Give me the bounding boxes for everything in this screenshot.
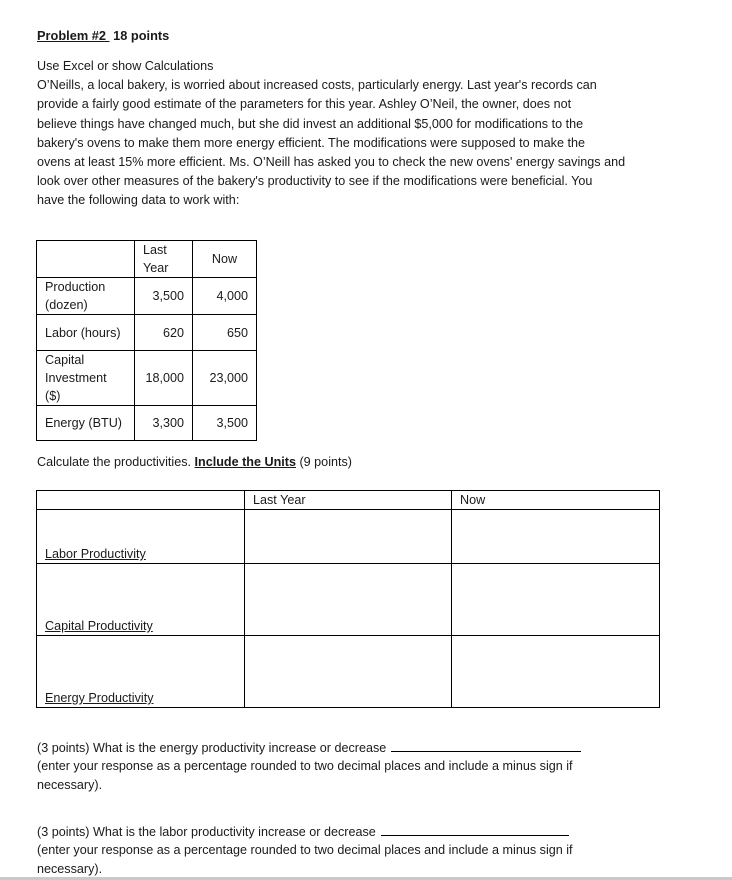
- question-labor: (3 points) What is the labor productivity increase or decrease (enter your response as a percentage rounded to two decimal places and include a minus sign if necessary).: [37, 825, 573, 876]
- data-table: [36, 240, 257, 441]
- row-label: Capital Investment ($): [37, 351, 135, 406]
- value-last-year: 3,500: [135, 278, 193, 315]
- problem-description: [37, 57, 677, 211]
- calc-prompt: Calculate the productivities. Include the Units (9 points): [37, 455, 352, 469]
- answer-cell-last-year[interactable]: [245, 636, 452, 708]
- problem-title: [37, 28, 169, 43]
- data-row-production: [37, 278, 257, 315]
- answer-row-labor: [37, 510, 660, 564]
- question-energy: (3 points) What is the energy productivity increase or decrease (enter your response as a percentage rounded to two decimal places and include a minus sign if necessary).: [37, 739, 697, 794]
- answer-cell-last-year[interactable]: [245, 564, 452, 636]
- answer-cell-last-year[interactable]: [245, 510, 452, 564]
- row-label: Labor Productivity: [37, 510, 245, 564]
- intro-line: provide a fairly good estimate of the parameters for this year. Ashley O’Neil, the owner, does not: [37, 97, 572, 112]
- problem-number: Problem #2: [37, 28, 106, 43]
- row-label: Production (dozen): [37, 278, 135, 315]
- intro-line: have the following data to work with:: [37, 193, 240, 208]
- intro-line: Use Excel or show Calculations: [37, 59, 214, 73]
- answer-cell-now[interactable]: [452, 510, 660, 564]
- header-empty-cell: [37, 491, 245, 510]
- answer-cell-now[interactable]: [452, 636, 660, 708]
- row-label: Energy Productivity: [37, 636, 245, 708]
- answer-row-capital: [37, 564, 660, 636]
- intro-line: ovens at least 15% more efficient. Ms. O’Neill has asked you to check the new ovens' energy savings and: [37, 155, 626, 170]
- value-now: 3,500: [193, 406, 257, 441]
- value-now: 23,000: [193, 351, 257, 406]
- data-row-energy: [37, 406, 257, 441]
- problem-points: 18 points: [113, 28, 170, 43]
- header-last-year: Last Year: [135, 241, 193, 278]
- header-now: Now: [452, 491, 660, 510]
- answer-table: [36, 490, 660, 708]
- value-last-year: 18,000: [135, 351, 193, 406]
- answer-blank[interactable]: [391, 739, 581, 752]
- row-label: Labor (hours): [37, 315, 135, 351]
- header-last-year: Last Year: [245, 491, 452, 510]
- value-now: 4,000: [193, 278, 257, 315]
- data-row-labor: [37, 315, 257, 351]
- row-label: Capital Productivity: [37, 564, 245, 636]
- header-now: Now: [193, 241, 257, 278]
- intro-line: O’Neills, a local bakery, is worried about increased costs, particularly energy. Last year's records can: [37, 78, 597, 93]
- header-empty-cell: [37, 241, 135, 278]
- intro-line: bakery's ovens to make them more energy efficient. The modifications were supposed to make the: [37, 135, 585, 150]
- answer-row-energy: [37, 636, 660, 708]
- data-table-header: [37, 241, 257, 278]
- answer-table-header: [37, 491, 660, 510]
- answer-blank[interactable]: [381, 823, 569, 836]
- row-label: Energy (BTU): [37, 406, 135, 441]
- intro-line: believe things have changed much, but she did invest an additional $5,000 for modifications to the: [37, 116, 584, 131]
- value-last-year: 3,300: [135, 406, 193, 441]
- data-row-capital: [37, 351, 257, 406]
- answer-cell-now[interactable]: [452, 564, 660, 636]
- value-last-year: 620: [135, 315, 193, 351]
- calc-emphasis: Include the Units: [194, 455, 296, 469]
- value-now: 650: [193, 315, 257, 351]
- intro-line: look over other measures of the bakery's productivity to see if the modifications were beneficial. You: [37, 174, 593, 189]
